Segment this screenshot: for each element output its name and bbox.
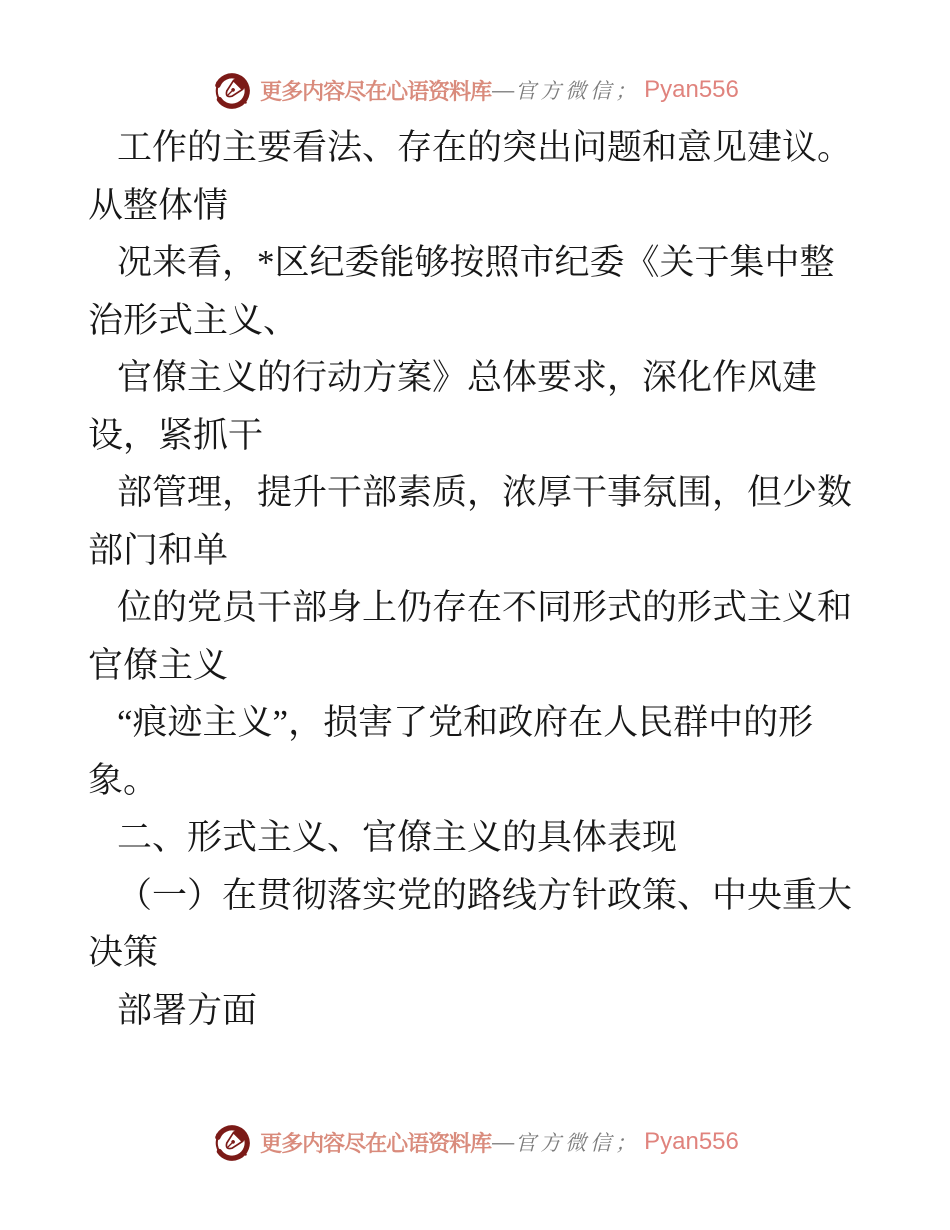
- banner-wechat-id: Pyan556: [644, 76, 739, 103]
- text-line: 象。: [88, 760, 159, 800]
- header-banner: [0, 66, 950, 114]
- banner-brand-text: 更多内容尽在心语资料库: [260, 1130, 492, 1156]
- text-line: 官僚主义的行动方案》总体要求，深化作风建: [117, 358, 818, 397]
- text-line: 官僚主义: [88, 645, 229, 685]
- text-line: 决策: [88, 933, 159, 972]
- text-line: （一）在贯彻落实党的路线方针政策、中央重大: [117, 875, 853, 915]
- text-line: 部管理，提升干部素质，浓厚干事氛围，但少数: [117, 473, 853, 512]
- text-line: “痕迹主义”，损害了党和政府在人民群中的形: [117, 703, 814, 742]
- text-line: 设，紧抓干: [88, 415, 264, 455]
- banner-dash: —: [492, 77, 515, 102]
- text-line: 部署方面: [117, 990, 258, 1030]
- banner-brand-text: 更多内容尽在心语资料库: [260, 78, 492, 104]
- pen-nib-logo-icon: [211, 1122, 253, 1164]
- pen-nib-logo-icon: [211, 70, 253, 112]
- banner-wechat-id: Pyan556: [644, 1128, 739, 1155]
- text-line: 工作的主要看法、存在的突出问题和意见建议。: [117, 128, 853, 167]
- banner-wechat-label: 官方微信；: [515, 1131, 641, 1155]
- text-line: 部门和单: [88, 530, 229, 570]
- text-line: 二、形式主义、官僚主义的具体表现: [117, 818, 678, 857]
- text-line: 治形式主义、: [88, 300, 299, 340]
- document-body: [88, 119, 910, 1039]
- text-line: 从整体情: [88, 185, 229, 225]
- footer-banner: [0, 1118, 950, 1166]
- banner-dash: —: [492, 1129, 515, 1154]
- text-line: 位的党员干部身上仍存在不同形式的形式主义和: [117, 588, 853, 627]
- banner-wechat-label: 官方微信；: [515, 79, 641, 103]
- text-line: 况来看，*区纪委能够按照市纪委《关于集中整: [117, 243, 835, 282]
